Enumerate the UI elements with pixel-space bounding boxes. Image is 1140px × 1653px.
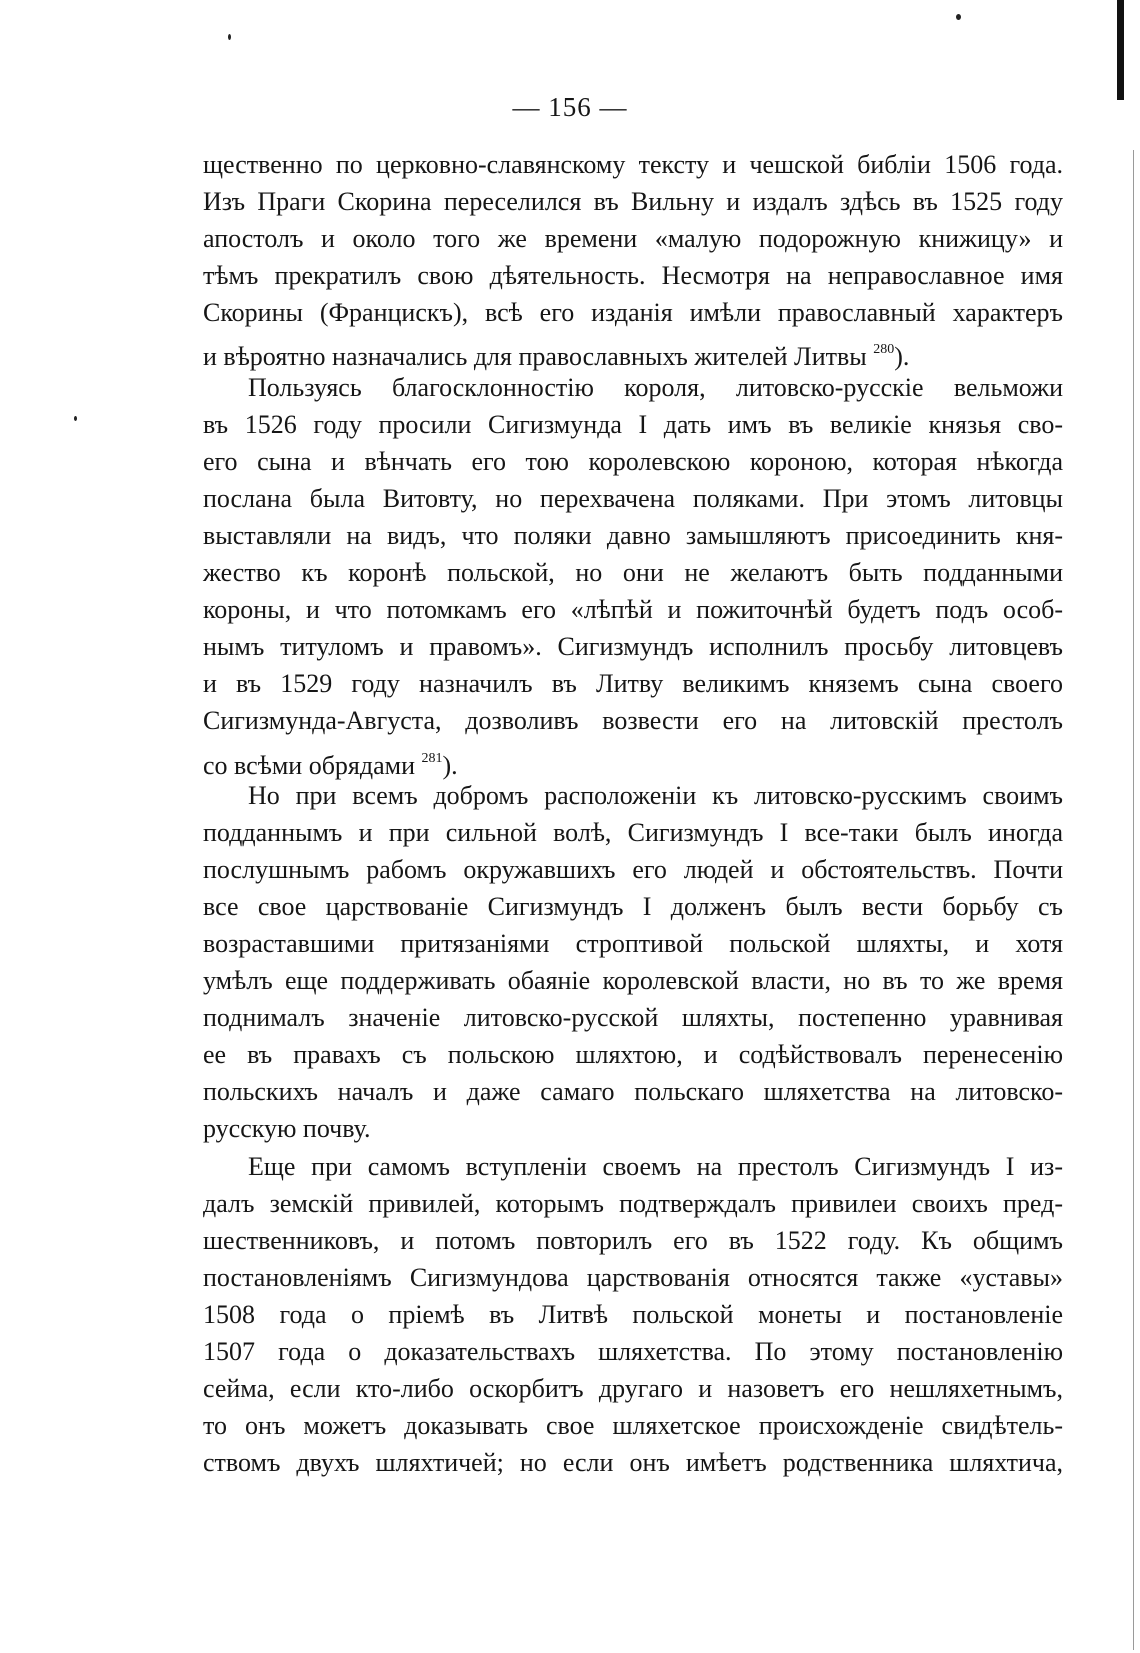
text-line: послана была Витовту, но перехвачена поляками. При этомъ литовцы: [203, 483, 1063, 513]
text-line: 1507 года о доказательствахъ шляхетства. По этому постановленію: [203, 1337, 1063, 1366]
text-line: сейма, если кто-либо оскорбитъ другаго и назоветъ его нешляхетнымъ,: [203, 1374, 1063, 1404]
body-text: [203, 146, 1063, 1481]
text-line: Пользуясь благосклонностію короля, литовско-русскіе вельможи: [248, 372, 1063, 402]
text-line: послушнымъ рабомъ окружавшихъ его людей и обстоятельствъ. Почти: [203, 854, 1063, 884]
scan-edge-line: [1133, 150, 1134, 1650]
text-line: нымъ титуломъ и правомъ». Сигизмундъ исполнилъ просьбу литовцевъ: [203, 632, 1063, 662]
text-line: подданнымъ и при сильной волѣ, Сигизмундъ I все-таки былъ иногда: [203, 817, 1063, 847]
scan-speck: [74, 416, 77, 421]
text-line: поднималъ значеніе литовско-русской шляхты, постепенно уравнивая: [203, 1003, 1063, 1033]
paragraph-1: [203, 146, 1063, 372]
text-line: умѣлъ еще поддерживать обаяніе королевской власти, но въ то же время: [203, 966, 1063, 996]
text-line: [203, 331, 1063, 372]
text-line: далъ земскій привилей, которымъ подтверждалъ привилеи своихъ пред-: [203, 1188, 1063, 1218]
page-number: — 156 —: [512, 92, 628, 122]
footnote-marker: 281: [421, 750, 443, 766]
text-line: возраставшими притязаніями строптивой польской шляхты, и хотя: [203, 928, 1063, 958]
text-line: то онъ можетъ доказывать свое шляхетское происхожденіе свидѣтель-: [203, 1411, 1063, 1441]
text-line: въ 1526 году просили Сигизмунда I дать имъ въ великіе князья сво-: [203, 409, 1063, 439]
text-line: русскую почву.: [203, 1114, 371, 1144]
text-line: апостолъ и около того же времени «малую подорожную книжицу» и: [203, 224, 1063, 254]
footnote-marker: 280: [873, 342, 895, 358]
text-line: Скорины (Францискъ), всѣ его изданія имѣли православный характеръ: [203, 298, 1063, 328]
text-line: Изъ Праги Скорина переселился въ Вильну и издалъ здѣсь въ 1525 году: [203, 187, 1063, 217]
paragraph-3: [203, 777, 1063, 1148]
text-line: шественниковъ, и потомъ повторилъ его въ 1522 году. Къ общимъ: [203, 1225, 1063, 1255]
text-line: 1508 года о пріемѣ въ Литвѣ польской монеты и постановленіе: [203, 1299, 1063, 1329]
text-line: выставляли на видъ, что поляки давно замышляютъ присоединить кня-: [203, 520, 1063, 550]
closing-punct: ).: [894, 342, 910, 372]
scan-speck: [956, 14, 961, 20]
scan-speck: [228, 34, 231, 40]
text-line: тѣмъ прекратилъ свою дѣятельность. Несмотря на неправославное имя: [203, 261, 1063, 291]
text-line: ствомъ двухъ шляхтичей; но если онъ имѣетъ родственника шляхтича,: [203, 1448, 1063, 1478]
text-line: и въ 1529 году назначилъ въ Литву великимъ княземъ сына своего: [203, 669, 1063, 699]
line-text: со всѣми обрядами: [203, 750, 416, 780]
paragraph-2: [203, 369, 1063, 780]
text-line: Еще при самомъ вступленіи своемъ на престолъ Сигизмундъ I из-: [248, 1151, 1063, 1181]
scan-edge-mark: [1117, 0, 1124, 100]
text-line: его сына и вѣнчать его тою королевскою короною, которая нѣкогда: [203, 446, 1063, 476]
text-line: короны, и что потомкамъ его «лѣпѣй и пожиточнѣй будетъ подъ особ-: [203, 595, 1063, 625]
text-line: ее въ правахъ съ польскою шляхтою, и содѣйствовалъ перенесенію: [203, 1040, 1063, 1070]
text-line: щественно по церковно-славянскому тексту и чешской библіи 1506 года.: [203, 150, 1063, 179]
text-line: Но при всемъ добромъ расположеніи къ литовско-русскимъ своимъ: [248, 780, 1063, 810]
text-line: польскихъ началъ и даже самаго польскаго шляхетства на литовско-: [203, 1077, 1063, 1107]
paragraph-4: [203, 1148, 1063, 1482]
text-line: [203, 740, 1063, 780]
closing-punct: ).: [442, 750, 458, 780]
text-line: жество къ коронѣ польской, но они не желаютъ быть подданными: [203, 558, 1063, 588]
line-text: и вѣроятно назначались для православныхъ жителей Литвы: [203, 342, 867, 372]
text-line: Сигизмунда-Августа, дозволивъ возвести его на литовскій престолъ: [203, 706, 1063, 736]
text-line: постановленіямъ Сигизмундова царствованія относятся также «уставы»: [203, 1262, 1063, 1292]
text-line: все свое царствованіе Сигизмундъ I долженъ былъ вести борьбу съ: [203, 891, 1063, 921]
